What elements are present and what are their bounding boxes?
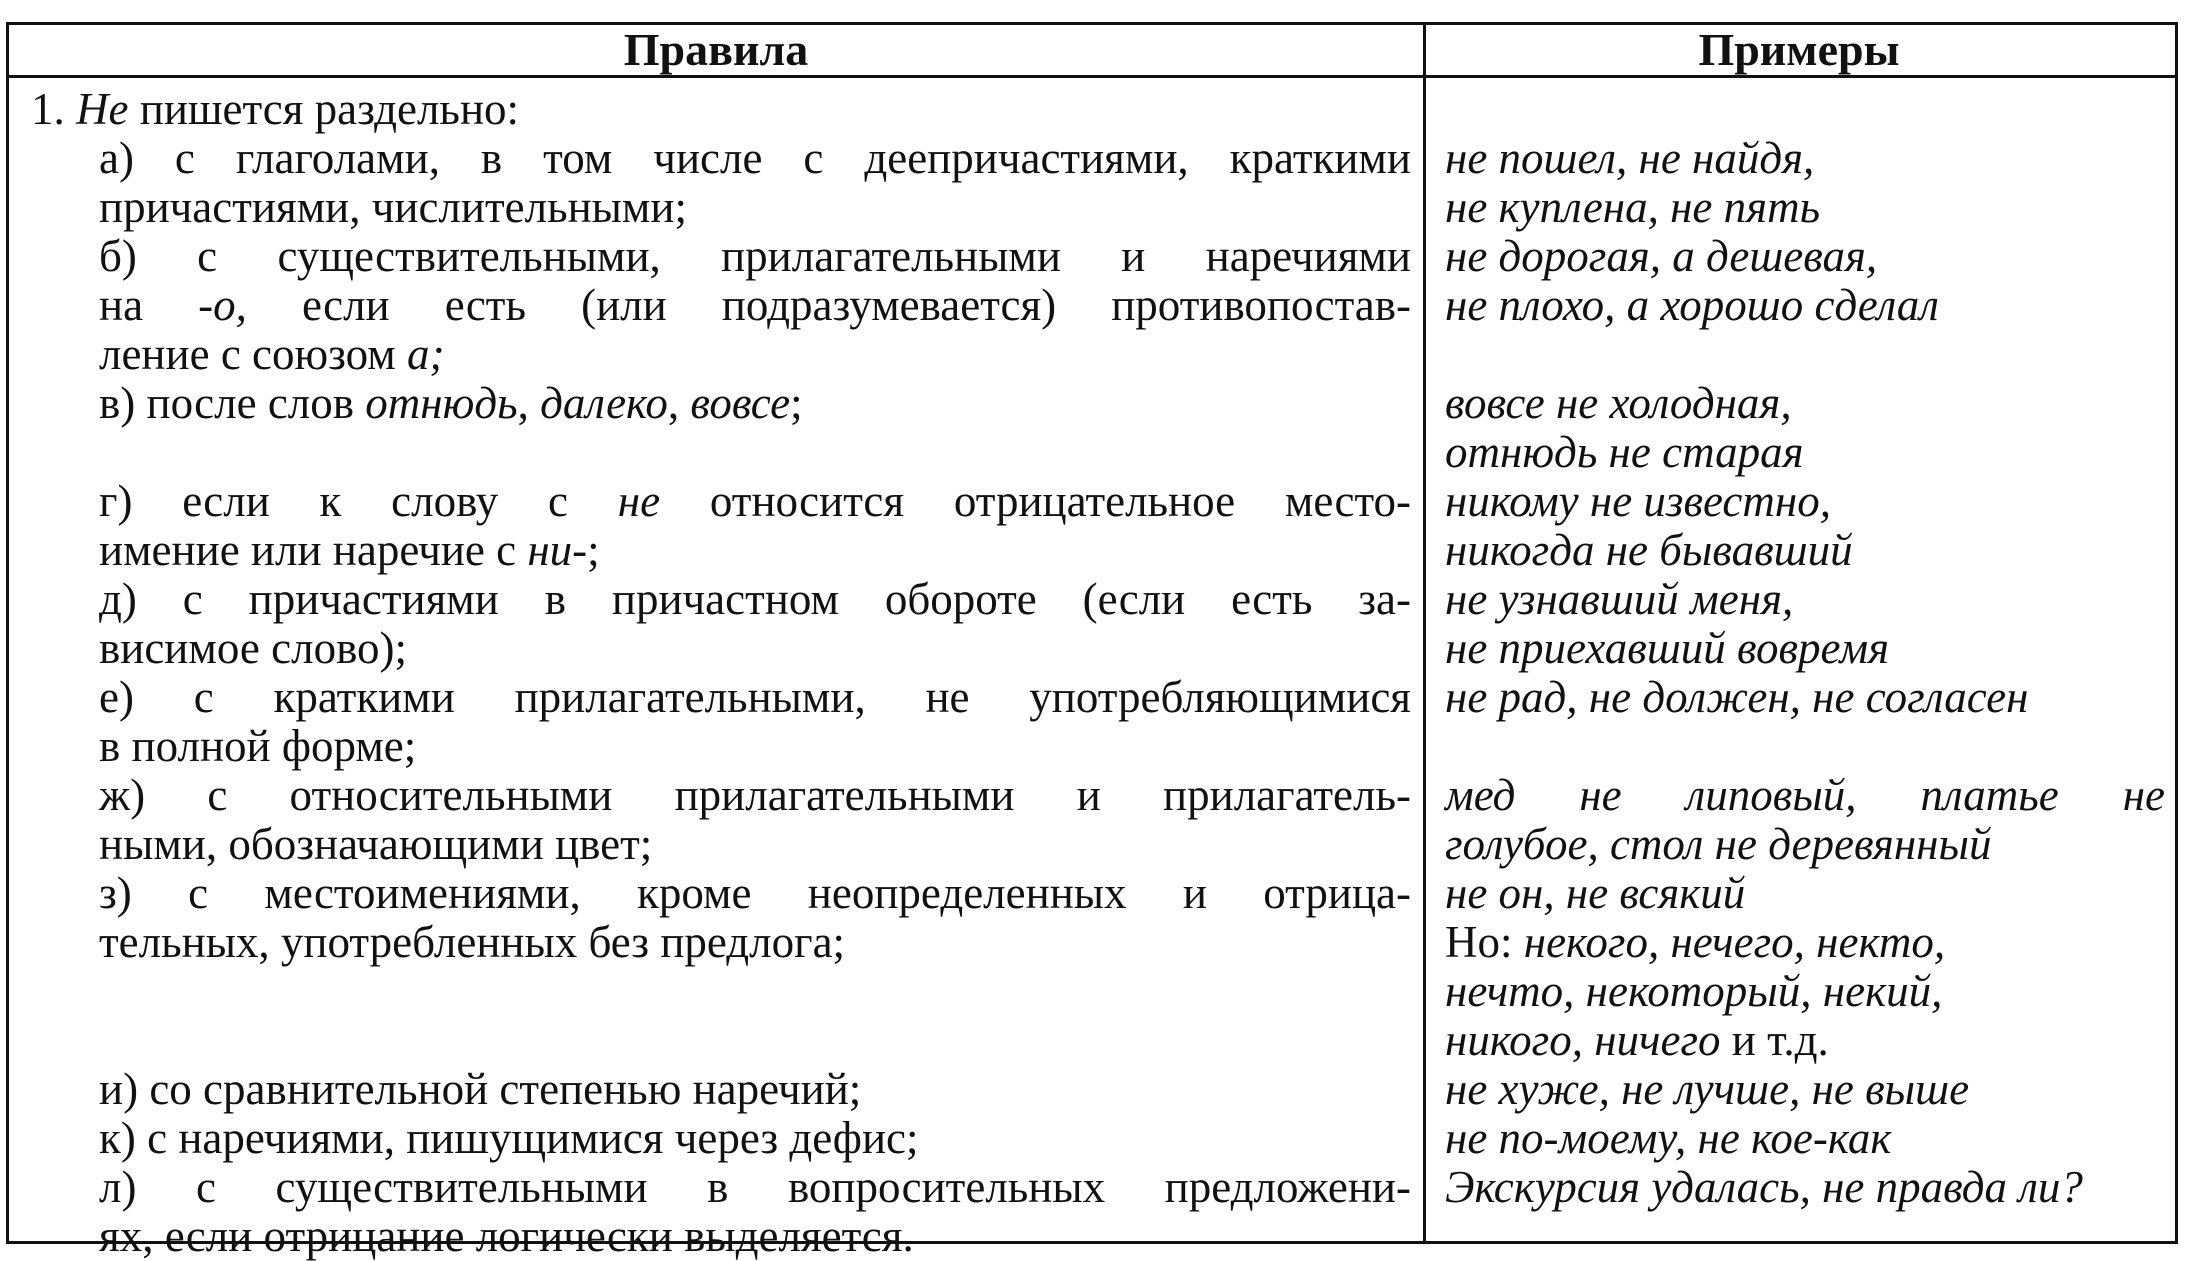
rule-z-line1: з) с местоимениями, кроме неопределенных и отрица- (99, 868, 1411, 918)
rule-zh-line2: ными, обозначающими цвет; (99, 819, 653, 869)
example-z-line1: не он, не всякий (1445, 868, 1746, 918)
example-a-line2: не куплена, не пять (1445, 182, 1821, 232)
example-z-line3: нечто, некоторый, некий, (1445, 966, 1943, 1016)
spacer (31, 1016, 1411, 1065)
rules-column (31, 85, 1411, 1261)
rule-e-line1: е) с краткими прилагательными, не употребляющимися (99, 672, 1411, 722)
example-d-line2: не приехавший вовремя (1445, 623, 1890, 673)
rule-e-line2: в полной форме; (99, 721, 417, 771)
rule-d-line2: висимое слово); (99, 623, 407, 673)
spacer (1445, 85, 2165, 134)
rule-a-line2: причастиями, числительными; (99, 182, 687, 232)
rule-b-line1: б) с существительными, прилагательными и наречиями (99, 231, 1411, 281)
example-v-line2: отнюдь не старая (1445, 427, 1804, 477)
rule-i-line1: и) со сравнительной степенью наречий; (99, 1064, 862, 1114)
table-header (9, 25, 2175, 78)
rule-l-line2: ях, если отрицание логически выделяется. (99, 1211, 914, 1261)
example-g-line2: никогда не бывавший (1445, 525, 1853, 575)
rule-b-line2: на -о, если есть (или подразумевается) противопостав- (99, 280, 1412, 330)
rule-intro: 1. Не пишется раздельно: (31, 84, 520, 134)
example-a-line1: не пошел, не найдя, (1445, 133, 1815, 183)
spacer (31, 428, 1411, 477)
rule-l-line1: л) с существительными в вопросительных предложени- (99, 1162, 1411, 1212)
spacer (1445, 722, 2165, 771)
rule-v-line1: в) после слов отнюдь, далеко, вовсе; (99, 378, 803, 428)
rule-d-line1: д) с причастиями в причастном обороте (если есть за- (99, 574, 1411, 624)
rule-zh-line1: ж) с относительными прилагательными и прилагатель- (99, 770, 1411, 820)
header-rules: Правила (623, 24, 809, 75)
rules-table (6, 22, 2178, 1261)
rule-z-line2: тельных, употребленных без предлога; (99, 917, 846, 967)
example-l-line1: Экскурсия удалась, не правда ли? (1445, 1162, 2083, 1212)
example-z-line4: никого, ничего и т.д. (1445, 1015, 1829, 1065)
example-z-line2: Но: некого, нечего, некто, (1445, 917, 1946, 967)
header-examples: Примеры (1698, 24, 1900, 75)
example-zh-line2: голубое, стол не деревянный (1445, 819, 1992, 869)
example-b-line2: не плохо, а хорошо сделал (1445, 280, 1939, 330)
rule-k-line1: к) с наречиями, пишущимися через дефис; (99, 1113, 919, 1163)
example-k-line1: не по-моему, не кое-как (1445, 1113, 1892, 1163)
example-d-line1: не узнавший меня, (1445, 574, 1794, 624)
example-e-line1: не рад, не должен, не согласен (1445, 672, 2029, 722)
spacer (1445, 330, 2165, 379)
rule-a-line1: а) с глаголами, в том числе с деепричастиями, краткими (99, 133, 1411, 183)
spacer (31, 967, 1411, 1016)
example-zh-line1: мед не липовый, платье не (1445, 770, 2165, 820)
example-i-line1: не хуже, не лучше, не выше (1445, 1064, 1970, 1114)
rule-b-line3: ление с союзом а; (99, 329, 445, 379)
rule-g-line2: имение или наречие с ни-; (99, 525, 600, 575)
example-v-line1: вовсе не холодная, (1445, 378, 1792, 428)
column-divider (1423, 25, 1426, 1241)
example-g-line1: никому не известно, (1445, 476, 1831, 526)
example-b-line1: не дорогая, а дешевая, (1445, 231, 1878, 281)
examples-column (1445, 85, 2165, 1212)
rule-g-line1: г) если к слову с не относится отрицательное место- (99, 476, 1412, 526)
